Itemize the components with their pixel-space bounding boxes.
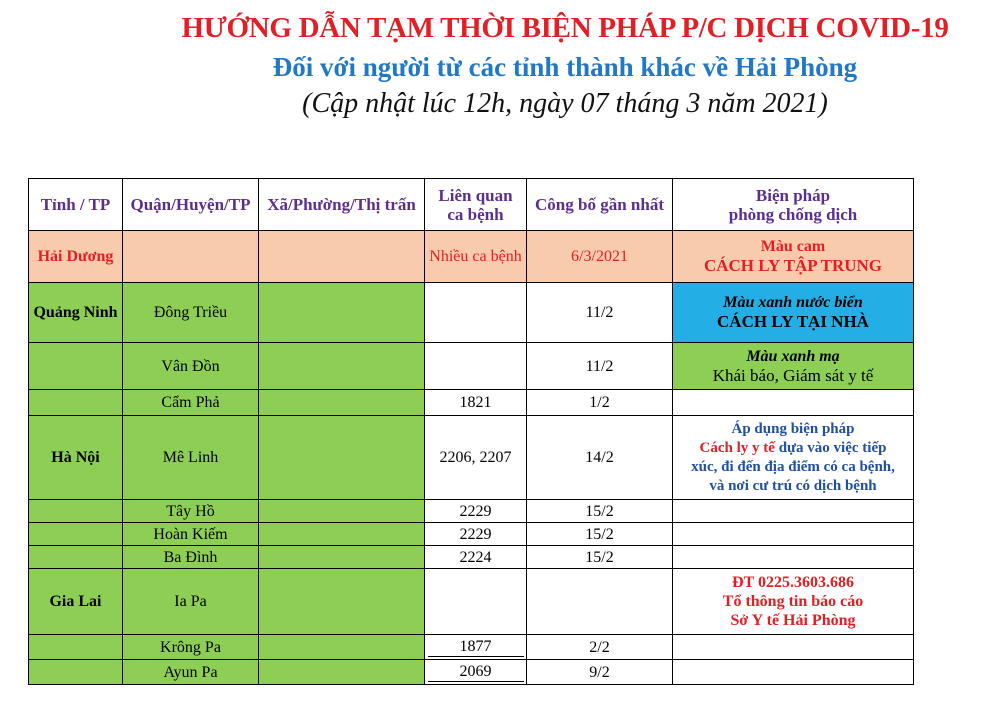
table-row bbox=[29, 416, 914, 500]
cell-related: Nhiều ca bệnh bbox=[425, 231, 527, 283]
measure-contact: ĐT 0225.3603.686 Tổ thông tin báo cáo Sở Y tế Hải Phòng bbox=[673, 569, 914, 635]
cell-district: Ia Pa bbox=[123, 569, 259, 635]
cell-ward bbox=[259, 283, 425, 343]
measure-orange: Màu cam CÁCH LY TẬP TRUNG bbox=[673, 231, 914, 283]
cell-announced: 11/2 bbox=[527, 343, 673, 390]
cell-related: 1877 bbox=[425, 635, 527, 660]
cell-announced: 1/2 bbox=[527, 390, 673, 416]
cell-province bbox=[29, 500, 123, 523]
cell-related bbox=[425, 343, 527, 390]
measure-apply: Áp dụng biện pháp Cách ly y tế dựa vào việc tiếp xúc, đi đến địa điểm có ca bệnh, và nơi cư trú có dịch bệnh bbox=[673, 416, 914, 500]
cell-measure bbox=[673, 546, 914, 569]
cell-province: Hải Dương bbox=[29, 231, 123, 283]
cell-related: 2206, 2207 bbox=[425, 416, 527, 500]
header-announced: Công bố gần nhất bbox=[527, 179, 673, 231]
cell-province bbox=[29, 660, 123, 685]
cell-province bbox=[29, 390, 123, 416]
cell-ward bbox=[259, 569, 425, 635]
cell-announced: 15/2 bbox=[527, 500, 673, 523]
cell-announced: 15/2 bbox=[527, 523, 673, 546]
covid-measures-table bbox=[28, 178, 914, 685]
table-row bbox=[29, 660, 914, 685]
cell-measure bbox=[673, 523, 914, 546]
cell-measure bbox=[673, 500, 914, 523]
cell-related: 2224 bbox=[425, 546, 527, 569]
cell-district: Hoàn Kiếm bbox=[123, 523, 259, 546]
cell-announced: 2/2 bbox=[527, 635, 673, 660]
cell-announced: 11/2 bbox=[527, 283, 673, 343]
measure-blue: Màu xanh nước biển CÁCH LY TẠI NHÀ bbox=[673, 283, 914, 343]
cell-ward bbox=[259, 635, 425, 660]
header-district: Quận/Huyện/TP bbox=[123, 179, 259, 231]
cell-province bbox=[29, 523, 123, 546]
cell-province: Gia Lai bbox=[29, 569, 123, 635]
cell-announced: 6/3/2021 bbox=[527, 231, 673, 283]
cell-related bbox=[425, 569, 527, 635]
page-subtitle: Đối với người từ các tỉnh thành khác về Hải Phòng bbox=[272, 52, 858, 82]
table-header-row bbox=[29, 179, 914, 231]
cell-province bbox=[29, 343, 123, 390]
table-row bbox=[29, 500, 914, 523]
table-row bbox=[29, 283, 914, 343]
table-row bbox=[29, 635, 914, 660]
cell-district: Vân Đồn bbox=[123, 343, 259, 390]
cell-ward bbox=[259, 500, 425, 523]
cell-related: 2229 bbox=[425, 500, 527, 523]
cell-district: Ayun Pa bbox=[123, 660, 259, 685]
cell-related: 2069 bbox=[425, 660, 527, 685]
cell-district: Cẩm Phả bbox=[123, 390, 259, 416]
measure-green: Màu xanh mạ Khái báo, Giám sát y tế bbox=[673, 343, 914, 390]
cell-measure bbox=[673, 635, 914, 660]
cell-related bbox=[425, 283, 527, 343]
cell-district bbox=[123, 231, 259, 283]
cell-district: Ba Đình bbox=[123, 546, 259, 569]
cell-district: Krông Pa bbox=[123, 635, 259, 660]
header-related: Liên quan ca bệnh bbox=[425, 179, 527, 231]
cell-ward bbox=[259, 416, 425, 500]
table-row bbox=[29, 546, 914, 569]
table-row bbox=[29, 231, 914, 283]
cell-related: 2229 bbox=[425, 523, 527, 546]
cell-announced: 9/2 bbox=[527, 660, 673, 685]
cell-district: Tây Hồ bbox=[123, 500, 259, 523]
cell-district: Mê Linh bbox=[123, 416, 259, 500]
cell-measure bbox=[673, 660, 914, 685]
cell-measure bbox=[673, 390, 914, 416]
cell-ward bbox=[259, 660, 425, 685]
cell-district: Đông Triều bbox=[123, 283, 259, 343]
table-row bbox=[29, 390, 914, 416]
cell-related: 1821 bbox=[425, 390, 527, 416]
header-ward: Xã/Phường/Thị trấn bbox=[259, 179, 425, 231]
cell-province: Hà Nội bbox=[29, 416, 123, 500]
cell-province: Quảng Ninh bbox=[29, 283, 123, 343]
cell-ward bbox=[259, 343, 425, 390]
table-row bbox=[29, 569, 914, 635]
page-title: HƯỚNG DẪN TẠM THỜI BIỆN PHÁP P/C DỊCH COVID-19 bbox=[181, 12, 949, 44]
cell-ward bbox=[259, 546, 425, 569]
cell-announced: 15/2 bbox=[527, 546, 673, 569]
cell-announced bbox=[527, 569, 673, 635]
header-province: Tỉnh / TP bbox=[29, 179, 123, 231]
cell-announced: 14/2 bbox=[527, 416, 673, 500]
table-row bbox=[29, 523, 914, 546]
cell-ward bbox=[259, 523, 425, 546]
cell-ward bbox=[259, 390, 425, 416]
cell-province bbox=[29, 635, 123, 660]
cell-province bbox=[29, 546, 123, 569]
header-measure: Biện pháp phòng chống dịch bbox=[673, 179, 914, 231]
cell-ward bbox=[259, 231, 425, 283]
table-row bbox=[29, 343, 914, 390]
update-time: (Cập nhật lúc 12h, ngày 07 tháng 3 năm 2021) bbox=[302, 88, 828, 119]
